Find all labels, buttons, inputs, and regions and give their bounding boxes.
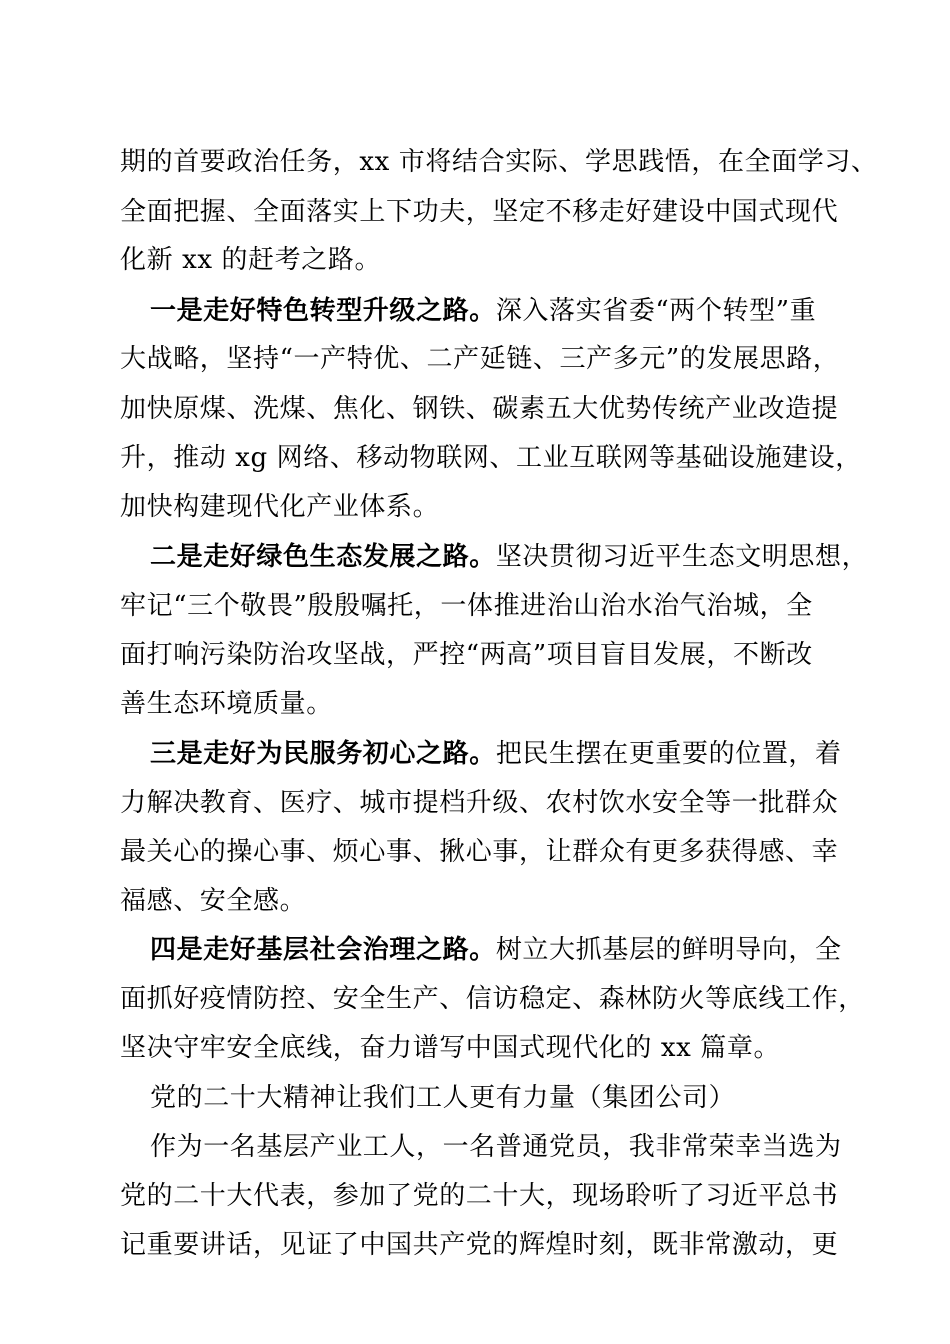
section-lead: 二是走好绿色生态发展之路。 <box>150 542 496 572</box>
paragraph-line: 化新 xx 的赶考之路。 <box>120 245 382 275</box>
paragraph-line <box>150 737 842 771</box>
section-text: 把民生摆在更重要的位置，着 <box>495 739 842 769</box>
paragraph-line <box>150 540 868 574</box>
paragraph-line: 党的二十大代表，参加了党的二十大，现场聆听了习近平总书 <box>120 1181 839 1211</box>
section-text: 树立大抓基层的鲜明导向，全 <box>495 935 842 965</box>
section-text: 坚决贯彻习近平生态文明思想， <box>495 542 869 572</box>
paragraph-line: 力解决教育、医疗、城市提档升级、农村饮水安全等一批群众 <box>120 788 839 818</box>
paragraph-line: 坚决守牢安全底线，奋力谱写中国式现代化的 xx 篇章。 <box>120 1033 781 1063</box>
paragraph-line: 记重要讲话，见证了中国共产党的辉煌时刻，既非常激动，更 <box>120 1230 839 1260</box>
paragraph-line: 加快原煤、洗煤、焦化、钢铁、碳素五大优势传统产业改造提 <box>120 394 839 424</box>
paragraph-line: 面抓好疫情防控、安全生产、信访稳定、森林防火等底线工作， <box>120 984 865 1014</box>
paragraph-line: 善生态环境质量。 <box>120 689 333 719</box>
paragraph-line: 牢记“三个敬畏”殷殷嘱托，一体推进治山治水治气治城，全 <box>120 591 813 621</box>
paragraph-line: 升，推动 xg 网络、移动物联网、工业互联网等基础设施建设， <box>120 443 862 473</box>
paragraph-line: 全面把握、全面落实上下功夫，坚定不移走好建设中国式现代 <box>120 197 839 227</box>
paragraph-line: 福感、安全感。 <box>120 886 307 916</box>
paragraph-line: 最关心的操心事、烦心事、揪心事，让群众有更多获得感、幸 <box>120 837 839 867</box>
section-lead: 一是走好特色转型升级之路。 <box>150 296 496 326</box>
paragraph-line: 期的首要政治任务，xx 市将结合实际、学思践悟，在全面学习、 <box>120 147 878 177</box>
paragraph-line <box>150 294 816 328</box>
paragraph-line: 加快构建现代化产业体系。 <box>120 492 440 522</box>
paragraph-line <box>150 933 842 967</box>
paragraph-line: 作为一名基层产业工人，一名普通党员，我非常荣幸当选为 <box>150 1132 842 1162</box>
section-lead: 四是走好基层社会治理之路。 <box>150 935 496 965</box>
paragraph-line: 面打响污染防治攻坚战，严控“两高”项目盲目发展，不断改 <box>120 640 813 670</box>
paragraph-line: 大战略，坚持“一产特优、二产延链、三产多元”的发展思路， <box>120 344 840 374</box>
article-title: 党的二十大精神让我们工人更有力量（集团公司） <box>150 1083 736 1113</box>
section-text: 深入落实省委“两个转型”重 <box>495 296 817 326</box>
section-lead: 三是走好为民服务初心之路。 <box>150 739 496 769</box>
